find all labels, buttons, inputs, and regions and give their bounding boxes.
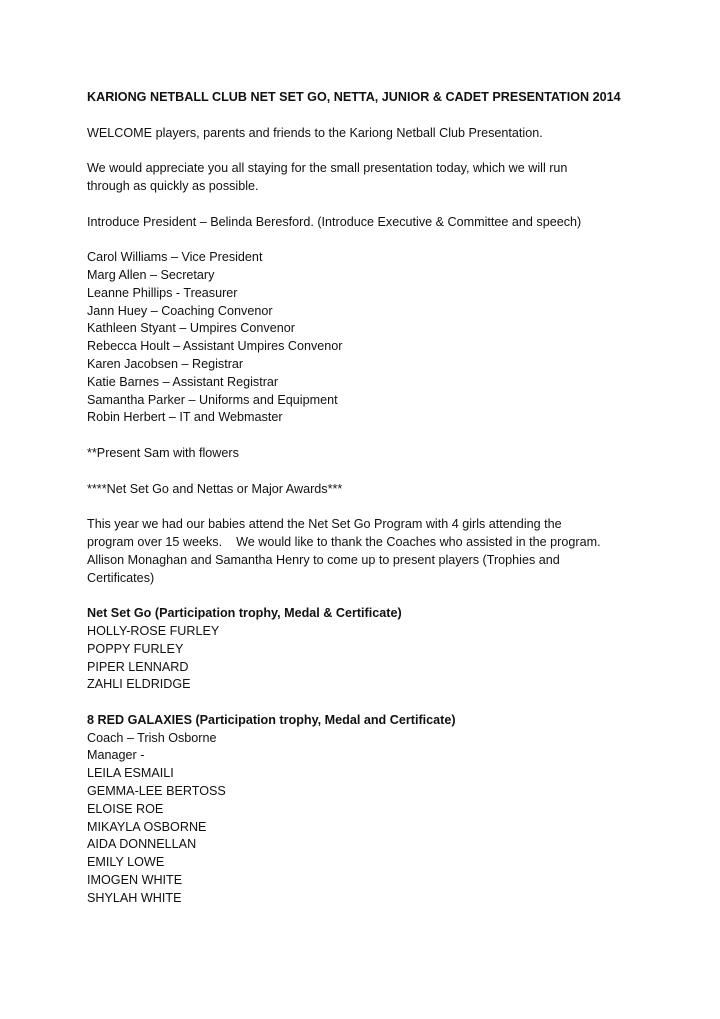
player-name: HOLLY-ROSE FURLEY [87, 623, 220, 638]
list-item: Leanne Phillips - Treasurer [87, 285, 238, 300]
player-name: ZAHLI ELDRIDGE [87, 677, 191, 692]
player-name: EMILY LOWE [87, 855, 165, 870]
manager-line: Manager - [87, 748, 145, 763]
player-name: GEMMA-LEE BERTOSS [87, 784, 226, 799]
section-heading: Net Set Go (Participation trophy, Medal & Certificate) [87, 606, 402, 621]
player-name: ELOISE ROE [87, 801, 164, 816]
document-title: KARIONG NETBALL CLUB NET SET GO, NETTA, JUNIOR & CADET PRESENTATION 2014 [87, 90, 621, 104]
player-name: POPPY FURLEY [87, 641, 184, 656]
paragraph-line: program over 15 weeks. We would like to thank the Coaches who assisted in the program. [87, 534, 601, 549]
awards-heading: ****Net Set Go and Nettas or Major Awards*** [87, 481, 343, 496]
list-item: Karen Jacobsen – Registrar [87, 356, 244, 371]
paragraph-line: Allison Monaghan and Samantha Henry to come up to present players (Trophies and [87, 552, 560, 567]
list-item: Kathleen Styant – Umpires Convenor [87, 321, 295, 336]
paragraph-line: We would appreciate you all staying for the small presentation today, which we will run [87, 161, 568, 176]
net-set-go-section [87, 605, 687, 694]
paragraph-line: This year we had our babies attend the Net Set Go Program with 4 girls attending the [87, 517, 562, 532]
player-name: IMOGEN WHITE [87, 873, 183, 888]
paragraph-line: Certificates) [87, 570, 155, 585]
committee-list [87, 249, 687, 427]
list-item: Robin Herbert – IT and Webmaster [87, 410, 283, 425]
red-galaxies-section [87, 712, 687, 908]
introduce-president-line: Introduce President – Belinda Beresford. (Introduce Executive & Committee and speech) [87, 214, 582, 229]
list-item: Jann Huey – Coaching Convenor [87, 303, 273, 318]
player-name: MIKAYLA OSBORNE [87, 819, 207, 834]
babies-paragraph [87, 516, 687, 587]
player-name: LEILA ESMAILI [87, 766, 174, 781]
document-body [87, 89, 687, 908]
appreciate-paragraph [87, 160, 687, 196]
coach-line: Coach – Trish Osborne [87, 730, 217, 745]
player-name: AIDA DONNELLAN [87, 837, 197, 852]
player-name: SHYLAH WHITE [87, 890, 182, 905]
player-name: PIPER LENNARD [87, 659, 189, 674]
list-item: Marg Allen – Secretary [87, 267, 215, 282]
welcome-line: WELCOME players, parents and friends to the Kariong Netball Club Presentation. [87, 125, 543, 140]
list-item: Katie Barnes – Assistant Registrar [87, 374, 279, 389]
list-item: Carol Williams – Vice President [87, 250, 263, 265]
present-flowers-note: **Present Sam with flowers [87, 445, 239, 460]
paragraph-line: through as quickly as possible. [87, 178, 259, 193]
section-heading: 8 RED GALAXIES (Participation trophy, Medal and Certificate) [87, 712, 456, 727]
list-item: Rebecca Hoult – Assistant Umpires Convenor [87, 339, 343, 354]
list-item: Samantha Parker – Uniforms and Equipment [87, 392, 338, 407]
